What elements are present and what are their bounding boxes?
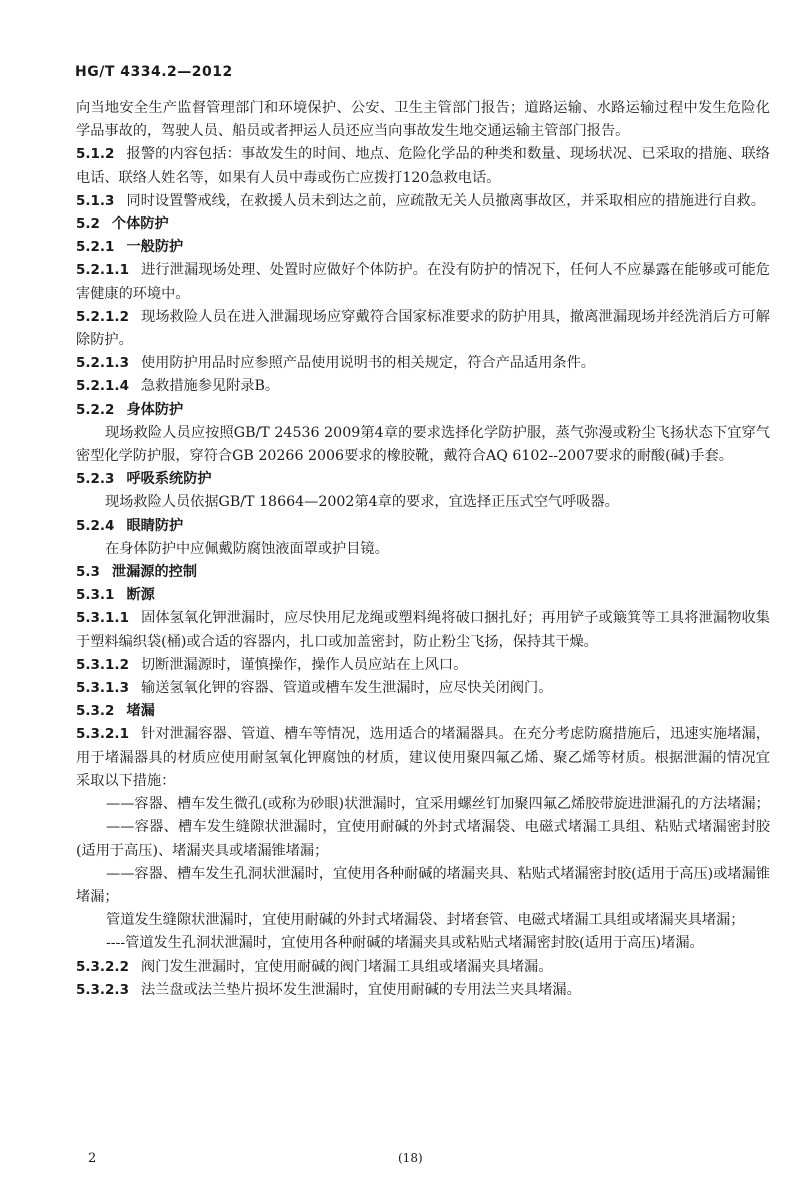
heading-text: 个体防护	[111, 216, 169, 233]
paragraph	[76, 538, 770, 561]
heading-text: 断源	[126, 587, 155, 604]
clause-number: 5.3.1.2	[76, 656, 129, 673]
clause-number: 5.2.3	[76, 471, 115, 488]
clause-number: 5.3.2.3	[76, 981, 129, 998]
heading-text: 身体防护	[126, 401, 184, 418]
section-heading-5-2	[76, 213, 770, 236]
paragraph-text: 现场救险人员依据GB/T 18664—2002第4章的要求，宜选择正压式空气呼吸器。	[105, 494, 619, 511]
section-heading-5-3	[76, 561, 770, 584]
heading-text: 眼睛防护	[126, 517, 184, 534]
page-code: (18)	[398, 1151, 423, 1165]
heading-text: 呼吸系统防护	[126, 471, 212, 488]
list-item	[76, 793, 770, 816]
clause-number: 5.2.1.1	[76, 262, 129, 279]
clause-number: 5.2.1.4	[76, 378, 129, 395]
clause-5-2-1-4	[76, 375, 770, 398]
clause-number: 5.3	[76, 564, 100, 581]
list-item-text: ——容器、槽车发生缝隙状泄漏时，宜使用耐碱的外封式堵漏袋、电磁式堵漏工具组、粘贴式堵漏密封胶(适用于高压)、堵漏夹具或堵漏锥堵漏；	[76, 819, 770, 859]
section-heading-5-3-1	[76, 584, 770, 607]
clause-text: 急救措施参见附录B。	[140, 378, 280, 395]
clause-number: 5.1.3	[76, 192, 115, 209]
clause-number: 5.3.2	[76, 703, 115, 720]
heading-text: 堵漏	[126, 703, 155, 720]
clause-number: 5.2.2	[76, 401, 115, 418]
list-item-text: ——容器、槽车发生微孔(或称为砂眼)状泄漏时，宜采用螺丝钉加聚四氟乙烯胶带旋进泄漏孔的方法堵漏；	[106, 796, 770, 813]
clause-number: 5.2.1.2	[76, 308, 129, 325]
list-item	[76, 863, 770, 909]
clause-5-3-2-1	[76, 723, 770, 793]
list-item	[76, 909, 770, 932]
clause-number: 5.3.1.1	[76, 610, 129, 627]
list-item-text: ----管道发生孔洞状泄漏时，宜使用各种耐碱的堵漏夹具或粘贴式堵漏密封胶(适用于高压)堵漏。	[106, 935, 704, 952]
clause-text: 固体氢氧化钾泄漏时，应尽快用尼龙绳或塑料绳将破口捆扎好；再用铲子或簸箕等工具将泄漏物收集于塑料编织袋(桶)或合适的容器内，扎口或加盖密封，防止粉尘飞扬，保持其干燥。	[76, 610, 770, 650]
clause-5-2-1-3	[76, 352, 770, 375]
clause-5-2-1-1	[76, 259, 770, 305]
clause-5-3-1-2	[76, 654, 770, 677]
body-text	[76, 97, 770, 1002]
paragraph-text: 向当地安全生产监督管理部门和环境保护、公安、卫生主管部门报告；道路运输、水路运输过程中发生危险化学品事故的，驾驶人员、船员或者押运人员还应当向事故发生地交通运输主管部门报告。	[76, 100, 770, 140]
list-item-text: 管道发生缝隙状泄漏时，宜使用耐碱的外封式堵漏袋、封堵套管、电磁式堵漏工具组或堵漏夹具堵漏；	[106, 912, 745, 929]
clause-number: 5.2.1.3	[76, 355, 129, 372]
standard-code-header: HG/T 4334.2—2012	[75, 64, 233, 80]
paragraph	[76, 97, 770, 143]
paragraph	[76, 491, 770, 514]
clause-number: 5.3.1	[76, 587, 115, 604]
section-heading-5-2-2	[76, 399, 770, 422]
clause-5-1-3	[76, 190, 770, 213]
clause-number: 5.3.1.3	[76, 680, 129, 697]
clause-text: 输送氢氧化钾的容器、管道或槽车发生泄漏时，应尽快关闭阀门。	[140, 680, 553, 697]
clause-text: 同时设置警戒线，在救援人员未到达之前，应疏散无关人员撤离事故区，并采取相应的措施进行自救。	[126, 192, 765, 209]
clause-5-3-1-1	[76, 607, 770, 653]
clause-5-3-2-3	[76, 979, 770, 1002]
clause-5-3-1-3	[76, 677, 770, 700]
section-heading-5-2-3	[76, 468, 770, 491]
section-heading-5-2-1	[76, 236, 770, 259]
list-item-text: ——容器、槽车发生孔洞状泄漏时，宜使用各种耐碱的堵漏夹具、粘贴式堵漏密封胶(适用于高压)或堵漏锥堵漏；	[76, 865, 770, 905]
clause-number: 5.1.2	[76, 146, 115, 163]
clause-text: 法兰盘或法兰垫片损坏发生泄漏时，宜使用耐碱的专用法兰夹具堵漏。	[140, 981, 581, 998]
clause-number: 5.2.4	[76, 517, 115, 534]
clause-text: 切断泄漏源时，谨慎操作，操作人员应站在上风口。	[140, 656, 468, 673]
clause-number: 5.3.2.2	[76, 958, 129, 975]
paragraph	[76, 422, 770, 468]
page-number: 2	[88, 1151, 97, 1166]
clause-5-1-2	[76, 143, 770, 189]
clause-number: 5.3.2.1	[76, 726, 129, 743]
paragraph-text: 现场救险人员应按照GB/T 24536 2009第4章的要求选择化学防护服，蒸气弥漫或粉尘飞扬状态下宜穿气密型化学防护服，穿符合GB 20266 2006要求的橡胶靴，戴符合AQ 6102--2007要求的耐酸(碱)手套。	[76, 424, 770, 465]
list-item	[76, 932, 770, 955]
clause-number: 5.2	[76, 216, 100, 233]
clause-5-2-1-2	[76, 306, 770, 352]
clause-text: 进行泄漏现场处理、处置时应做好个体防护。在没有防护的情况下，任何人不应暴露在能够或可能危害健康的环境中。	[76, 262, 770, 302]
clause-text: 阀门发生泄漏时，宜使用耐碱的阀门堵漏工具组或堵漏夹具堵漏。	[140, 958, 553, 975]
clause-text: 使用防护用品时应参照产品使用说明书的相关规定，符合产品适用条件。	[140, 355, 595, 372]
clause-text: 报警的内容包括：事故发生的时间、地点、危险化学品的种类和数量、现场状况、已采取的措施、联络电话、联络人姓名等，如果有人员中毒或伤亡应拨打120急救电话。	[76, 146, 770, 186]
section-heading-5-2-4	[76, 515, 770, 538]
clause-text: 针对泄漏容器、管道、槽车等情况，选用适合的堵漏器具。在充分考虑防腐措施后，迅速实施堵漏，用于堵漏器具的材质应使用耐氢氧化钾腐蚀的材质，建议使用聚四氟乙烯、聚乙烯等材质。根据泄漏的情况宜采取以下措施：	[76, 726, 770, 789]
paragraph-text: 在身体防护中应佩戴防腐蚀液面罩或护目镜。	[105, 540, 389, 557]
heading-text: 一般防护	[126, 239, 184, 256]
list-item	[76, 816, 770, 862]
section-heading-5-3-2	[76, 700, 770, 723]
heading-text: 泄漏源的控制	[111, 564, 198, 581]
clause-number: 5.2.1	[76, 239, 115, 256]
clause-text: 现场救险人员在进入泄漏现场应穿戴符合国家标准要求的防护用具，撤离泄漏现场并经洗消后方可解除防护。	[76, 308, 770, 349]
clause-5-3-2-2	[76, 956, 770, 979]
